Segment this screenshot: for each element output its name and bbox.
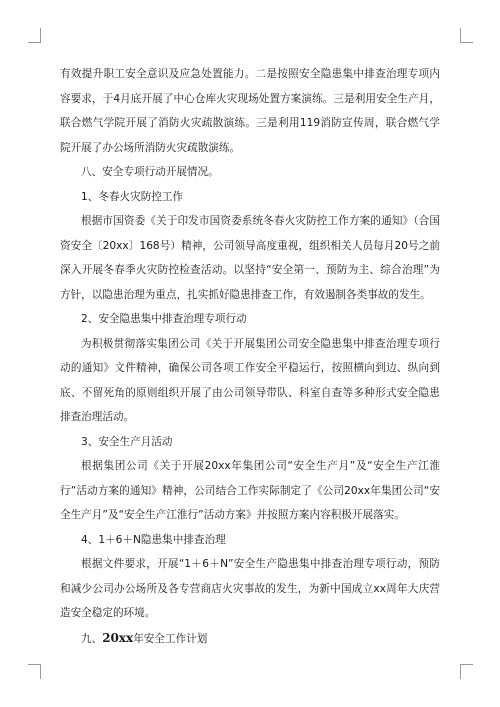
subheading-4: 4、1＋6＋N隐患集中排查治理: [81, 533, 226, 546]
heading-section-9: [60, 626, 440, 652]
paragraph-top: 有效提升职工安全意识及应急处置能力。二是按照安全隐患集中排查治理专项内容要求，于4月底开展了中心仓库火灾现场处置方案演练。三是利用安全生产月，联合燃气学院开展了消防火灾疏散演练。三是利用119消防宣传周，联合燃气学院开展了办公场所消防火灾疏散演练。: [60, 68, 440, 154]
paragraph-2: 为积极贯彻落实集团公司《关于开展集团公司安全隐患集中排查治理专项行动的通知》文件精神，确保公司各项工作安全平稳运行，按照横向到边、纵向到底、不留死角的原则组织开展了由公司领导带队、科室自查等多种形式安全隐患排查治理活动。: [60, 337, 440, 423]
subheading-2: 2、安全隐患集中排查治理专项行动: [81, 313, 247, 325]
paragraph-4: 根据文件要求，开展“1＋6＋N”安全生产隐患集中排查治理专项行动，预防和减少公司办公场所及各专营商店火灾事故的发生，为新中国成立xx周年大庆营造安全稳定的环境。: [60, 558, 440, 619]
paragraph-1: 根据市国资委《关于印发市国资委系统冬春火灾防控工作方案的通知》（合国资安全〔20xx〕168号）精神，公司领导高度重视，组织相关人员每月20号之前深入开展冬春季火灾防控检查活动。以坚持“安全第一、预防为主、综合治理”为方针，以隐患治理为重点，扎实抓好隐患排查工作，有效遏制各类事故的发生。: [60, 215, 440, 301]
paragraph-3: 根据集团公司《关于开展20xx年集团公司“安全生产月”及“安全生产江淮行”活动方案的通知》精神，公司结合工作实际制定了《公司20xx年集团公司“安全生产月”及“安全生产江淮行”活动方案》并按照方案内容积极开展落实。: [60, 460, 440, 521]
heading-section-8: 八、安全专项行动开展情况。: [81, 166, 219, 178]
subheading-3: 3、安全生产月活动: [81, 435, 173, 448]
crop-mark-top-left: [28, 28, 41, 43]
subheading-1: 1、冬春火灾防控工作: [81, 190, 184, 203]
heading-9-suffix: 年安全工作计划: [133, 632, 208, 645]
crop-mark-bottom-left: [28, 664, 41, 679]
heading-9-prefix: 九、: [81, 632, 103, 645]
crop-mark-top-right: [460, 28, 473, 43]
document-body: [60, 62, 440, 651]
crop-mark-bottom-right: [460, 664, 473, 679]
heading-9-year: 20xx: [102, 630, 134, 645]
